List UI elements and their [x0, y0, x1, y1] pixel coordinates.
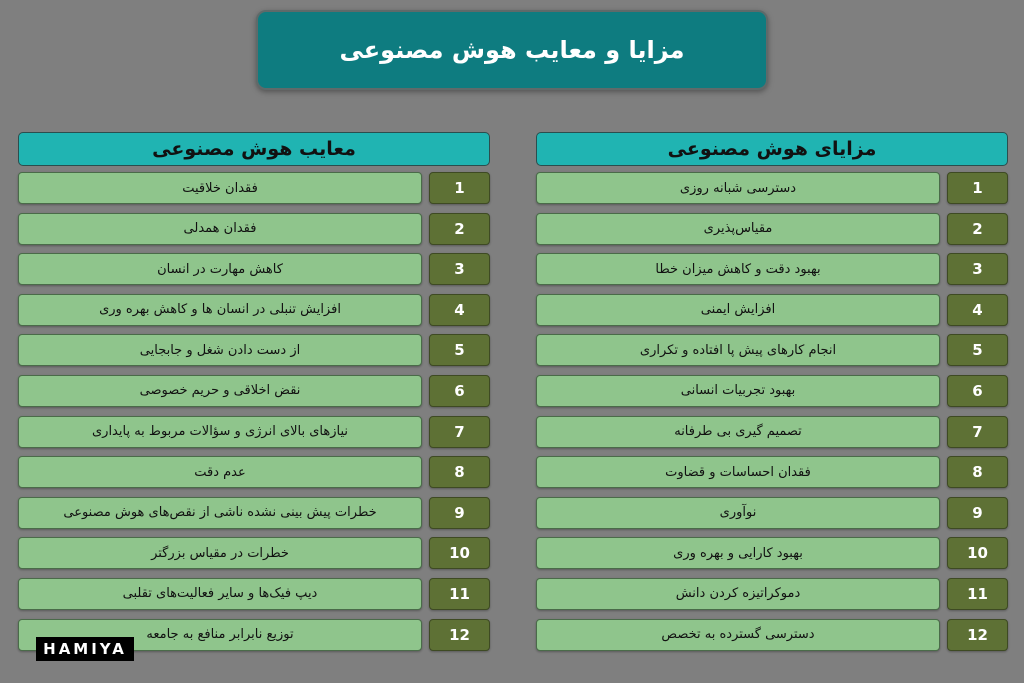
list-item: [536, 375, 1008, 407]
list-item: [536, 172, 1008, 204]
list-item: [536, 334, 1008, 366]
list-item: [18, 537, 490, 569]
item-number: 10: [947, 537, 1008, 569]
list-item: [18, 456, 490, 488]
list-item: [536, 456, 1008, 488]
item-number: 2: [429, 213, 490, 245]
brand-logo: HAMIYA: [36, 637, 134, 661]
item-number: 4: [429, 294, 490, 326]
list-item: [536, 497, 1008, 529]
item-text: بهبود تجربیات انسانی: [536, 375, 940, 407]
list-item: [18, 375, 490, 407]
item-text: کاهش مهارت در انسان: [18, 253, 422, 285]
item-number: 1: [947, 172, 1008, 204]
advantages-list: [536, 172, 1008, 651]
advantages-header: مزایای هوش مصنوعی: [536, 132, 1008, 166]
disadvantages-column: [18, 132, 490, 659]
list-item: [536, 294, 1008, 326]
item-number: 12: [429, 619, 490, 651]
list-item: [536, 619, 1008, 651]
list-item: [18, 497, 490, 529]
disadvantages-header: معایب هوش مصنوعی: [18, 132, 490, 166]
item-text: فقدان احساسات و قضاوت: [536, 456, 940, 488]
list-item: [536, 416, 1008, 448]
item-text: توزیع نابرابر منافع به جامعه: [18, 619, 422, 651]
item-number: 11: [429, 578, 490, 610]
item-number: 11: [947, 578, 1008, 610]
list-item: [18, 213, 490, 245]
list-item: [536, 578, 1008, 610]
item-text: دسترسی گسترده به تخصص: [536, 619, 940, 651]
item-number: 1: [429, 172, 490, 204]
item-number: 6: [947, 375, 1008, 407]
disadvantages-list: [18, 172, 490, 651]
item-text: بهبود دقت و کاهش میزان خطا: [536, 253, 940, 285]
item-number: 3: [947, 253, 1008, 285]
item-text: فقدان همدلی: [18, 213, 422, 245]
item-text: افزایش تنبلی در انسان ها و کاهش بهره وری: [18, 294, 422, 326]
item-text: دیپ فیک‌ها و سایر فعالیت‌های تقلبی: [18, 578, 422, 610]
item-text: فقدان خلاقیت: [18, 172, 422, 204]
page-title: مزایا و معایب هوش مصنوعی: [256, 10, 768, 90]
list-item: [18, 578, 490, 610]
list-item: [18, 172, 490, 204]
item-text: عدم دقت: [18, 456, 422, 488]
item-text: خطرات پیش بینی نشده ناشی از نقص‌های هوش مصنوعی: [18, 497, 422, 529]
item-text: بهبود کارایی و بهره وری: [536, 537, 940, 569]
item-text: نقض اخلاقی و حریم خصوصی: [18, 375, 422, 407]
item-text: مقیاس‌پذیری: [536, 213, 940, 245]
item-text: انجام کارهای پیش پا افتاده و تکراری: [536, 334, 940, 366]
item-number: 5: [429, 334, 490, 366]
item-text: از دست دادن شغل و جابجایی: [18, 334, 422, 366]
item-number: 10: [429, 537, 490, 569]
list-item: [18, 253, 490, 285]
item-text: دموکراتیزه کردن دانش: [536, 578, 940, 610]
list-item: [536, 253, 1008, 285]
item-text: دسترسی شبانه روزی: [536, 172, 940, 204]
item-text: نوآوری: [536, 497, 940, 529]
advantages-column: [536, 132, 1008, 659]
item-number: 8: [947, 456, 1008, 488]
item-number: 6: [429, 375, 490, 407]
list-item: [536, 213, 1008, 245]
item-number: 8: [429, 456, 490, 488]
item-number: 3: [429, 253, 490, 285]
item-number: 9: [947, 497, 1008, 529]
item-number: 7: [429, 416, 490, 448]
item-text: تصمیم گیری بی طرفانه: [536, 416, 940, 448]
item-number: 4: [947, 294, 1008, 326]
item-number: 7: [947, 416, 1008, 448]
item-number: 9: [429, 497, 490, 529]
item-number: 2: [947, 213, 1008, 245]
list-item: [18, 294, 490, 326]
list-item: [18, 416, 490, 448]
item-number: 12: [947, 619, 1008, 651]
list-item: [536, 537, 1008, 569]
item-text: خطرات در مقیاس بزرگتر: [18, 537, 422, 569]
item-text: نیازهای بالای انرژی و سؤالات مربوط به پایداری: [18, 416, 422, 448]
item-text: افزایش ایمنی: [536, 294, 940, 326]
item-number: 5: [947, 334, 1008, 366]
list-item: [18, 334, 490, 366]
